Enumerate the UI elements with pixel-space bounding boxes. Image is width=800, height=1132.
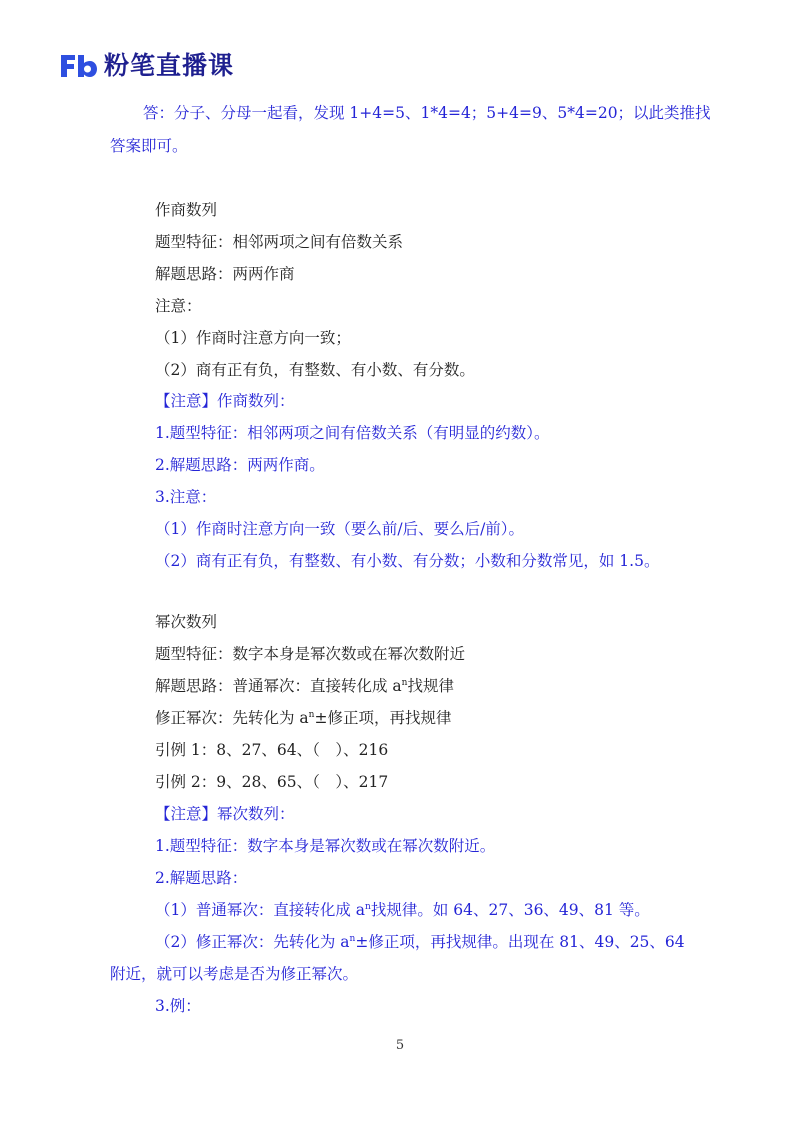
quotient-tip-3-2: （2）商有正有负，有整数、有小数、有分数；小数和分数常见，如 1.5。 bbox=[155, 552, 660, 570]
quotient-tip-1: 1.题型特征：相邻两项之间有倍数关系（有明显的约数）。 bbox=[155, 424, 550, 442]
power-fix: 修正幂次：先转化为 $a^n\pm$修正项，再找规律 bbox=[155, 709, 452, 727]
section-title-power: 幂次数列 bbox=[155, 613, 218, 631]
power-tip-1: 1.题型特征：数字本身是幂次数或在幂次数附近。 bbox=[155, 837, 496, 855]
power-tip-2-1: （1）普通幂次：直接转化成 $a^n$找规律。如 64、27、36、49、81 等。 bbox=[155, 901, 650, 919]
section-title-quotient: 作商数列 bbox=[155, 201, 218, 219]
power-tip-2-2-cont: 附近，就可以考虑是否为修正幂次。 bbox=[110, 965, 359, 983]
power-tip-2-2: （2）修正幂次：先转化为 $a^n\pm$修正项，再找规律。出现在 81、49、25、64 bbox=[155, 933, 685, 951]
quotient-note-2: （2）商有正有负，有整数、有小数、有分数。 bbox=[155, 361, 475, 379]
page-number: 5 bbox=[395, 1038, 405, 1053]
fb-logo-icon bbox=[58, 51, 98, 81]
power-example-1: 引例 1：8、27、64、（ ）、216 bbox=[155, 741, 389, 759]
power-feature: 题型特征：数字本身是幂次数或在幂次数附近 bbox=[155, 645, 466, 663]
power-idea: 解题思路：普通幂次：直接转化成 $a^n$找规律 bbox=[155, 677, 454, 695]
quotient-tip-2: 2.解题思路：两两作商。 bbox=[155, 456, 325, 474]
quotient-tip-title: 【注意】作商数列： bbox=[155, 392, 295, 410]
brand-logo bbox=[58, 50, 234, 82]
answer-line-2: 答案即可。 bbox=[110, 137, 188, 155]
quotient-feature: 题型特征：相邻两项之间有倍数关系 bbox=[155, 233, 404, 251]
quotient-note-1: （1）作商时注意方向一致； bbox=[155, 329, 351, 347]
quotient-tip-3: 3.注意： bbox=[155, 488, 217, 506]
answer-line-1: 答：分子、分母一起看，发现 1+4=5、1*4=4；5+4=9、5*4=20；以此类推找 bbox=[143, 104, 711, 122]
quotient-idea: 解题思路：两两作商 bbox=[155, 265, 295, 283]
power-tip-3: 3.例： bbox=[155, 997, 201, 1015]
quotient-tip-3-1: （1）作商时注意方向一致（要么前/后、要么后/前）。 bbox=[155, 520, 525, 538]
power-tip-2: 2.解题思路： bbox=[155, 869, 248, 887]
power-example-2: 引例 2：9、28、65、（ ）、217 bbox=[155, 773, 389, 791]
power-tip-title: 【注意】幂次数列： bbox=[155, 805, 295, 823]
brand-name: 粉笔直播课 bbox=[104, 51, 235, 80]
quotient-note-label: 注意： bbox=[155, 297, 202, 315]
